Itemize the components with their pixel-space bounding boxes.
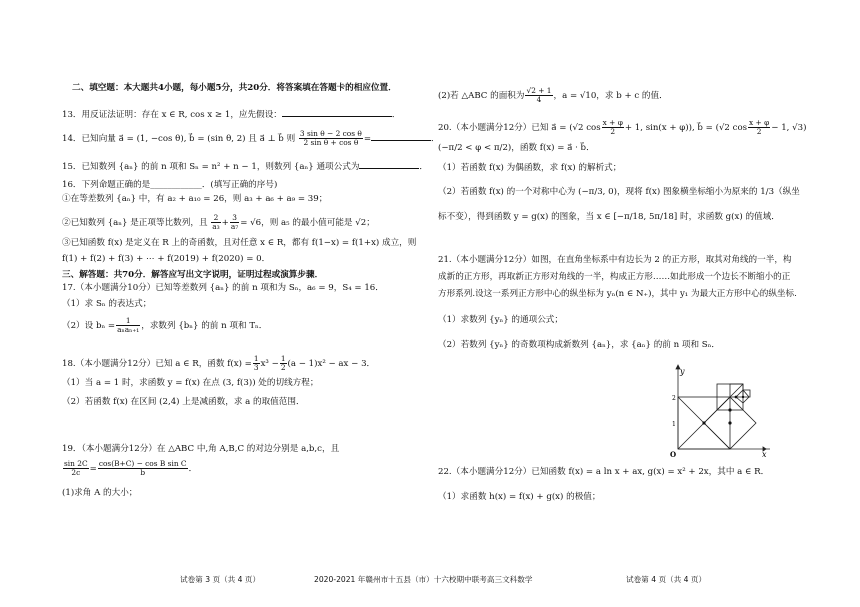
frac-denominator: b: [140, 468, 146, 477]
q20-frac-b: [748, 119, 770, 136]
question-21-part-1: （1）求数列 {yₙ} 的通项公式；: [438, 315, 563, 325]
frac-numerator: x + φ: [602, 118, 623, 127]
answer-blank-13: [282, 108, 392, 117]
frac-numerator: sin 2C: [64, 459, 88, 468]
section-fill-blank-heading: 二、填空题：本大题共4小题，每小题5分，共20分．将答案填在答题卡的相应位置．: [72, 83, 397, 93]
center-point-1: [702, 421, 705, 424]
question-14-fraction: [299, 130, 363, 147]
y-axis-label: y: [680, 367, 685, 376]
q16-frac-a: [211, 214, 220, 231]
question-15-text: 15．已知数列 {aₙ} 的前 n 项和 Sₙ = n² + n − 1，则数列 {aₙ} 通项公式为: [62, 162, 360, 172]
origin-label: O: [670, 450, 677, 458]
question-16-item-3-cont: f(1) + f(2) + f(3) + ⋯ + f(2019) + f(2020) = 0．: [62, 254, 271, 264]
question-19: 19．（本小题满分12分）在 △ABC 中,角 A,B,C 的对边分别是 a,b,c，且: [62, 444, 340, 454]
question-20-part-2-cont: 标不变），得到函数 y = g(x) 的图象，当 x ∈ [−π/18, 5π/18] 时，求函数 g(x) 的值域．: [438, 212, 780, 222]
question-22: 22.（本小题满分12分）已知函数 f(x) = a ln x + ax, g(x) = x² + 2x，其中 a ∈ R．: [438, 467, 770, 477]
frac-numerator: 2: [211, 214, 220, 223]
center-point-3: [728, 408, 731, 411]
q19-part2-tail: ，a = √10，求 b + c 的值．: [553, 91, 668, 101]
footer-page-4: 试卷第 4 页（共 4 页）: [626, 575, 707, 584]
q16-item2-text: ②已知数列 {aₙ} 是正项等比数列，且: [62, 218, 208, 228]
q18-frac-2: [280, 355, 287, 372]
frac-numerator: 3: [230, 214, 239, 223]
q17-part2-text: （2）设 bₙ =: [62, 321, 116, 331]
question-21-line-2: 成新的正方形，再取新正方形对角线的一半，构成正方形……如此形成一个边长不断缩小的正: [438, 272, 791, 282]
q19-part2-text: (2)若 △ABC 的面积为: [438, 91, 525, 101]
frac-numerator: √2 + 1: [526, 86, 552, 95]
question-17-part-1: （1）求 Sₙ 的表达式；: [62, 299, 152, 309]
question-17: 17.（本小题满分10分）已知等差数列 {aₙ} 的前 n 项和为 Sₙ，a₆ = 9，S₄ = 16．: [62, 283, 384, 293]
frac-numerator: cos(B+C) − cos B sin C: [98, 459, 187, 468]
question-14: 14．已知向量 a⃗ = (1, −cos θ), b⃗ = (sin θ, 2) 且 a⃗ ⊥ b⃗ 则 $\frac{\text{3 sin θ − 2 cos θ}}{\text{2 sin θ + cos θ}}$ = ．: [62, 129, 440, 147]
question-21-line-3: 方形系列.设这一系列正方形中心的纵坐标为 yₙ(n ∈ N₊)，其中 y₁ 为最大正方形中心的纵坐标.: [438, 289, 797, 299]
question-22-part-1: （1）求函数 h(x) = f(x) + g(x) 的极值；: [438, 492, 601, 502]
question-18: [62, 355, 375, 372]
q17-part2-tail: ，求数列 {bₙ} 的前 n 项和 Tₙ．: [141, 321, 268, 331]
question-15: 15．已知数列 {aₙ} 的前 n 项和 Sₙ = n² + n − 1，则数列 {aₙ} 通项公式为 ．: [62, 162, 429, 172]
question-21: 21.（本小题满分12分）如图，在直角坐标系中有边长为 2 的正方形，取其对角线的一半，构: [438, 255, 792, 265]
center-point-4: [735, 396, 738, 399]
section-answer-heading: 三、解答题：共70分．解答应写出文字说明，证明过程或演算步骤．: [62, 270, 324, 280]
question-14-text: 14．已知向量 a⃗ = (1, −cos θ), b⃗ = (sin θ, 2) 且 a⃗ ⊥ b⃗ 则: [62, 134, 296, 144]
question-21-part-2: （2）若数列 {yₙ} 的奇数项构成新数列 {aₙ}，求 {aₙ} 的前 n 项和 Sₙ．: [438, 340, 720, 350]
frac-denominator: 2: [280, 363, 286, 372]
q20-text: 20.（本小题满分12分）已知 a⃗ = (√2 cos: [438, 123, 601, 133]
question-18-part-2: （2）若函数 f(x) 在区间 (2,4) 上是减函数，求 a 的取值范围．: [62, 397, 305, 407]
frac-numerator: 1: [253, 354, 259, 363]
q19-right-frac: [98, 460, 188, 477]
q19-left-frac: [63, 460, 89, 477]
question-16: 16．下列命题正确的是____________．(填写正确的序号): [62, 180, 278, 190]
nested-squares-figure: [660, 363, 772, 458]
center-point-2: [728, 421, 731, 424]
frac-denominator: aₙaₙ₊₁: [117, 325, 140, 334]
question-20-condition: (−π/2 < φ < π/2)，函数 f(x) = a⃗ · b⃗．: [438, 143, 595, 153]
answer-blank-14: [371, 132, 431, 141]
question-16-item-1: ①在等差数列 {aₙ} 中，有 a₂ + a₁₀ = 26，则 a₃ + a₆ + a₉ = 39；: [62, 194, 328, 204]
question-20: [438, 119, 806, 136]
answer-blank-15: [359, 160, 419, 169]
question-13: 13．用反证法证明：存在 x ∈ R, cos x ≥ 1，应先假设： ．: [62, 110, 401, 120]
frac-denominator: 2: [610, 127, 616, 136]
question-18-part-1: （1）当 a = 1 时，求函数 y = f(x) 在点 (3, f(3)) 处的切线方程；: [62, 378, 319, 388]
q20-frac-a: [602, 119, 624, 136]
question-19-part-2: [438, 87, 668, 104]
q18-tail: (a − 1)x² − ax − 3．: [287, 359, 376, 369]
x-axis-label: x: [762, 450, 767, 458]
question-20-part-2: （2）若函数 f(x) 的一个对称中心为 (−π/3, 0)，现将 f(x) 图象横坐标缩小为原来的 1/3（纵坐: [438, 187, 800, 197]
footer-page-3: 试卷第 3 页（共 4 页）: [180, 575, 261, 584]
question-19-part-1: (1)求角 A 的大小；: [62, 488, 138, 498]
frac-denominator: 2: [756, 127, 762, 136]
question-20-part-1: （1）若函数 f(x) 为偶函数，求 f(x) 的解析式；: [438, 163, 622, 173]
question-17-part-2: [62, 317, 267, 334]
q16-frac-b: [230, 214, 239, 231]
footer-exam-title: 2020-2021 年赣州市十五县（市）十六校期中联考高三文科数学: [314, 575, 533, 584]
question-16-item-3: ③已知函数 f(x) 是定义在 R 上的奇函数，且对任意 x ∈ R，都有 f(1−x) = f(1+x) 成立，则: [62, 238, 417, 248]
q16-item2-tail: ，则 a₅ 的最小值可能是 √2；: [261, 218, 375, 228]
y-tick-2: 2: [672, 395, 676, 402]
frac-numerator: x + φ: [749, 118, 770, 127]
frac-denominator: a₇: [230, 222, 239, 231]
center-point-5: [742, 396, 744, 398]
q17-fraction: [116, 317, 140, 334]
q20-tail: − 1, √3): [771, 123, 807, 133]
frac-denominator: 2c: [71, 468, 81, 477]
q20-mid: + 1, sin(x + φ)), b⃗ = (√2 cos: [624, 123, 748, 133]
frac-denominator: 2 sin θ + cos θ: [303, 138, 359, 147]
q18-frac-1: [253, 355, 260, 372]
frac-numerator: 1: [116, 317, 140, 326]
question-19-equation: $\frac{\sin 2C}{2c}$ = $\frac{\text{cos(B+C) − cos B sin C}}{b}$ ．: [64, 459, 198, 477]
y-tick-1: 1: [672, 421, 676, 428]
q16-item2-eq: = √6: [240, 218, 262, 228]
q19-area-frac: [525, 87, 552, 104]
frac-numerator: 3 sin θ − 2 cos θ: [299, 129, 362, 138]
frac-denominator: 4: [536, 95, 542, 104]
q18-text: 18.（本小题满分12分）已知 a ∈ R，函数 f(x) =: [62, 359, 252, 369]
q18-mid: x³ −: [260, 359, 279, 369]
frac-denominator: a₃: [212, 222, 220, 231]
frac-numerator: 1: [280, 354, 286, 363]
frac-denominator: 3: [253, 363, 259, 372]
question-13-text: 13．用反证法证明：存在 x ∈ R, cos x ≥ 1，应先假设：: [62, 110, 282, 120]
question-16-item-2: ②已知数列 {aₙ} 是正项等比数列，且 $\frac{2}{\text{a₃}}$ + $\frac{3}{\text{a₇}}$ = √6，则 a₅ 的最小值可能是 √2；: [62, 213, 375, 231]
